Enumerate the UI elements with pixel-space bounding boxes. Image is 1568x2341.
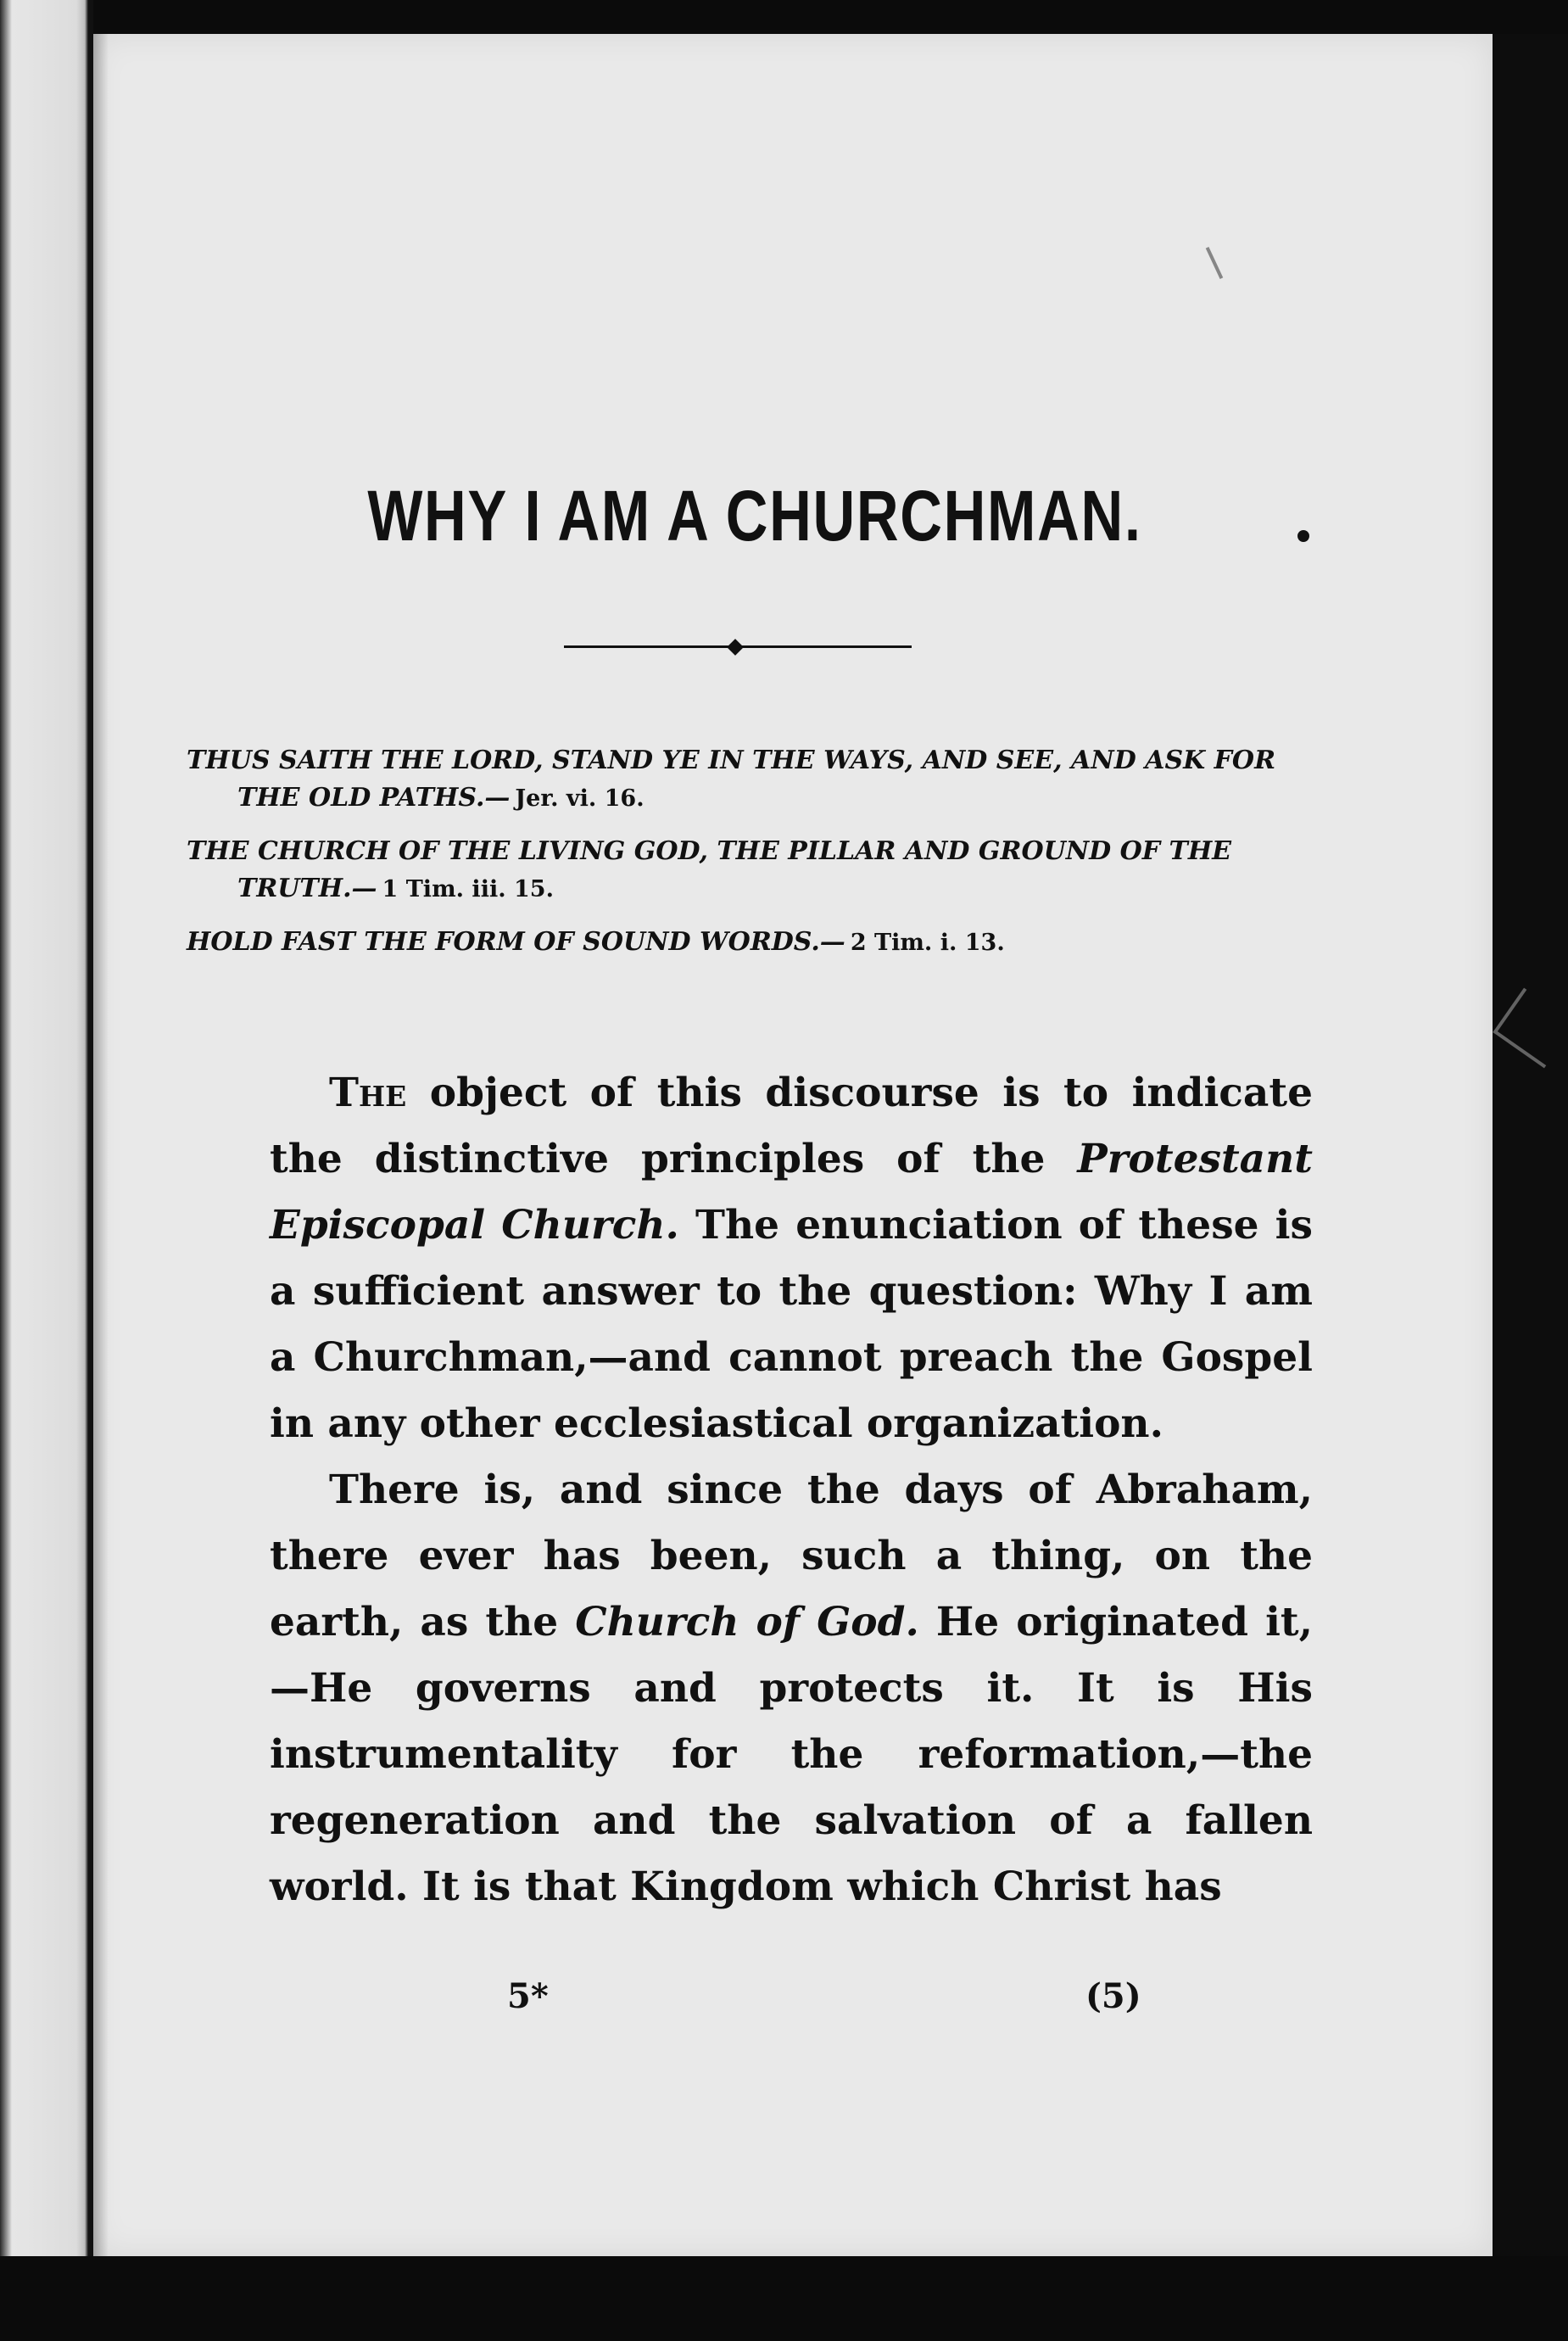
body-text <box>270 1060 1313 1920</box>
paragraph-1 <box>270 1060 1313 1457</box>
stray-dot <box>1297 530 1309 542</box>
page-number: (5) <box>1085 1976 1141 2016</box>
bottom-margin-dark <box>0 2256 1568 2341</box>
right-margin-dark <box>1493 34 1568 2341</box>
page-title: WHY I AM A CHURCHMAN. <box>367 476 1142 556</box>
epigraph-text: HOLD FAST THE FORM OF SOUND WORDS.— <box>187 927 845 957</box>
paragraph-text: The enunciation of these is a sufficient answer to the question: Why I am a Churchman,—and cannot preach the Gospel in any other ecclesiastical organization. <box>270 1202 1313 1447</box>
epigraph <box>187 924 1281 962</box>
epigraph-reference: 1 Tim. iii. 15. <box>382 876 554 902</box>
paragraph-italic: Church of God. <box>575 1599 919 1645</box>
epigraphs <box>187 742 1281 977</box>
paragraph-text: object of this discourse is to indicate the distinctive principles of the <box>270 1070 1313 1182</box>
epigraph-reference: 2 Tim. i. 13. <box>850 930 1005 956</box>
paragraph-italic: Protestant Episcopal Church. <box>270 1136 1313 1249</box>
epigraph <box>187 833 1281 908</box>
paragraph-2 <box>270 1457 1313 1920</box>
paragraph-lead-word: The <box>329 1070 407 1116</box>
paragraph-text: There is, and since the days of Abraham, there ever has been, such a thing, on the earth, as the <box>270 1467 1313 1645</box>
signature-mark: 5* <box>507 1976 549 2016</box>
title-rule-ornament <box>564 641 912 651</box>
page-gutter-shadow <box>93 34 109 2256</box>
epigraph-reference: Jer. vi. 16. <box>515 785 644 812</box>
paragraph-text: He originated it,—He governs and protects it. It is His instrumentality for the reformation,—the regeneration and the salvation of a fallen world. It is that Kingdom which Christ has <box>270 1599 1314 1910</box>
epigraph-text: THE CHURCH OF THE LIVING GOD, THE PILLAR AND GROUND OF THE TRUTH.— <box>187 836 1232 903</box>
facing-page-edge <box>0 0 93 2341</box>
epigraph <box>187 742 1281 818</box>
epigraph-text: THUS SAITH THE LORD, STAND YE IN THE WAYS, AND SEE, AND ASK FOR THE OLD PATHS.— <box>187 746 1275 813</box>
